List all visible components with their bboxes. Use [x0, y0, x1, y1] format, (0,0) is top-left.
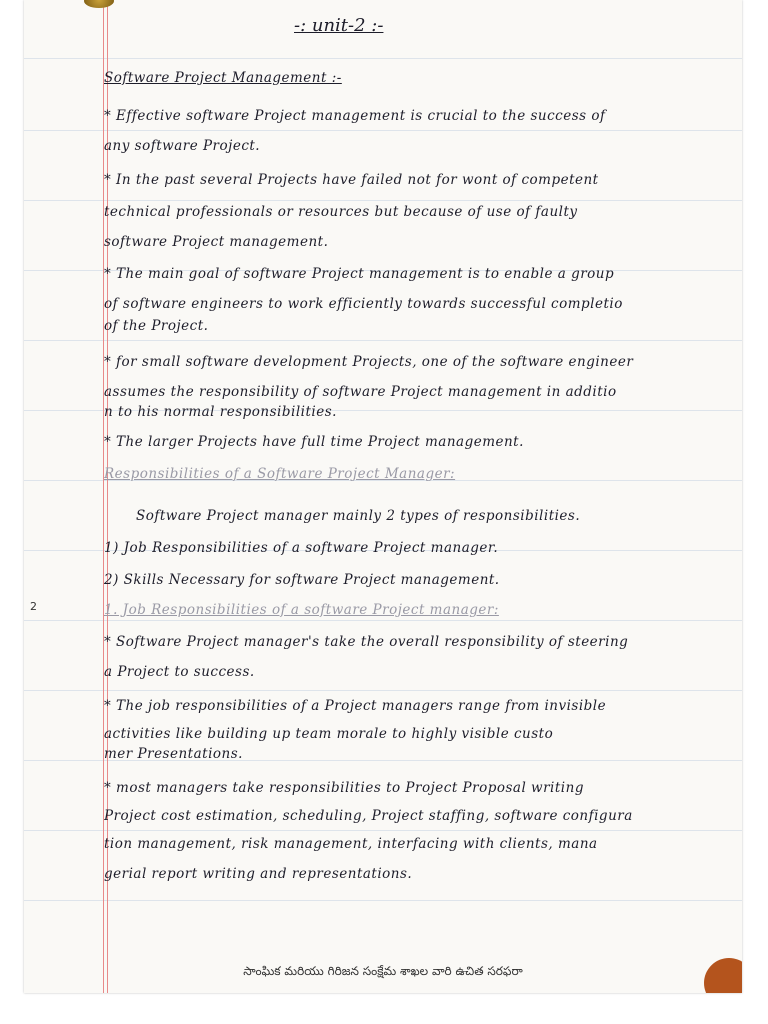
ruled-line — [24, 130, 742, 131]
note-line: * The main goal of software Project management is to enable a group — [104, 266, 615, 282]
note-line: tion management, risk management, interfacing with clients, mana — [104, 836, 598, 852]
notebook-page — [24, 0, 742, 993]
note-line: any software Project. — [104, 138, 261, 154]
note-line: software Project management. — [104, 234, 329, 250]
note-line: a Project to success. — [104, 664, 255, 680]
ruled-line — [24, 58, 742, 59]
section-heading: Responsibilities of a Software Project Manager: — [104, 466, 456, 482]
ruled-line — [24, 900, 742, 901]
binder-pin — [84, 0, 114, 8]
note-line: n to his normal responsibilities. — [104, 404, 337, 420]
note-line: activities like building up team morale to highly visible custo — [104, 726, 554, 742]
margin-mark: 2 — [30, 600, 37, 613]
note-line: * The larger Projects have full time Project management. — [104, 434, 524, 450]
note-line: * The job responsibilities of a Project managers range from invisible — [104, 698, 607, 714]
ruled-line — [24, 830, 742, 831]
note-line: Project cost estimation, scheduling, Project staffing, software configura — [104, 808, 633, 824]
page-title: -: unit-2 :- — [294, 15, 384, 36]
note-line: * most managers take responsibilities to Project Proposal writing — [104, 780, 584, 796]
ruled-line — [24, 200, 742, 201]
note-line: * Software Project manager's take the overall responsibility of steering — [104, 634, 629, 650]
note-line: assumes the responsibility of software Project management in additio — [104, 384, 617, 400]
note-line: * Effective software Project management is crucial to the success of — [104, 108, 606, 124]
ruled-line — [24, 620, 742, 621]
list-item: 1) Job Responsibilities of a software Project manager. — [104, 540, 499, 556]
note-line: Software Project manager mainly 2 types of responsibilities. — [136, 508, 581, 524]
section-heading: 1. Job Responsibilities of a software Project manager: — [104, 602, 499, 618]
note-line: technical professionals or resources but because of use of faulty — [104, 204, 578, 220]
note-line: * for small software development Projects, one of the software engineer — [104, 354, 634, 370]
note-line: * In the past several Projects have failed not for wont of competent — [104, 172, 599, 188]
note-line: of software engineers to work efficiently towards successful completio — [104, 296, 623, 312]
list-item: 2) Skills Necessary for software Project management. — [104, 572, 500, 588]
note-line: mer Presentations. — [104, 746, 243, 762]
note-line: gerial report writing and representations. — [104, 866, 413, 882]
ruled-line — [24, 340, 742, 341]
section-heading: Software Project Management :- — [104, 70, 342, 86]
note-line: of the Project. — [104, 318, 209, 334]
ruled-line — [24, 690, 742, 691]
footer-text: సాంఘిక మరియు గిరిజన సంక్షేమ శాఖల వారి ఉచిత సరఫరా — [243, 964, 523, 978]
